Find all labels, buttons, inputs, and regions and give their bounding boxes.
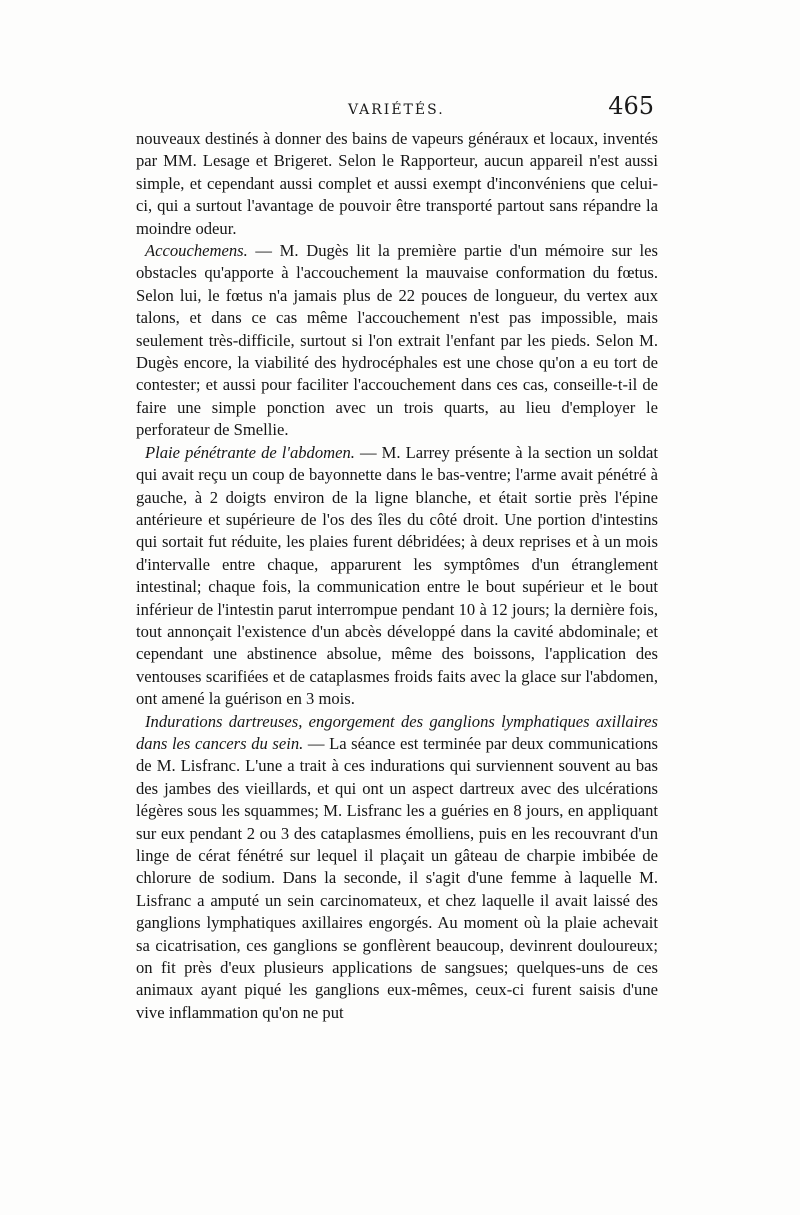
paragraph-text: — M. Dugès lit la première partie d'un mémoire sur les obstacles qu'apporte à l'accouchement la mauvaise conformation du fœtus. Selon lui, le fœtus n'a jamais plus de 22 pouces de longueur, du vertex aux talons, et dans ce cas même l'accouchement n'est pas impossible, mais seulement très-difficile, surtout si l'on extrait l'enfant par les pieds. Selon M. Dugès encore, la viabilité des hydrocéphales est une chose qu'on a eu tort de contester; et aussi pour faciliter l'accouchement dans ces cas, conseille-t-il de faire une simple ponction avec un trois quarts, au lieu d'employer le perforateur de Smellie. (136, 241, 658, 440)
paragraph-plaie-abdomen (136, 442, 658, 711)
paragraph-text: nouveaux destinés à donner des bains de vapeurs généraux et locaux, inventés par MM. Lesage et Brigeret. Selon le Rapporteur, aucun appareil n'est aussi simple, et cependant aussi complet et aussi exempt d'inconvéniens que celui-ci, qui a surtout l'avantage de pouvoir être transporté partout sans répandre la moindre odeur. (136, 129, 658, 238)
paragraph-bath-apparatus (136, 128, 658, 240)
page-number: 465 (608, 92, 654, 120)
body-text (136, 128, 658, 1024)
section-title: Accouchemens. (145, 241, 248, 261)
section-title: Plaie pénétrante de l'abdomen. (145, 442, 355, 462)
page-header (120, 92, 660, 132)
paragraph-text: — M. Larrey présente à la section un soldat qui avait reçu un coup de bayonnette dans le bas-ventre; l'arme avait pénétré à gauche, à 2 doigts environ de la ligne blanche, et était sortie près l'épine antérieure et supérieure de l'os des îles du côté droit. Une portion d'intestins qui sortait fut réduite, les plaies furent débridées; à deux reprises et à un mois d'intervalle entre chaque, apparurent les symptômes d'un étranglement intestinal; chaque fois, la communication entre le bout supérieur et le bout inférieur de l'intestin parut interrompue pendant 10 à 12 jours; la dernière fois, tout annonçait l'existence d'un abcès développé dans la cavité abdominale; et cependant une abstinence absolue, même des boissons, l'application des ventouses scarifiées et de cataplasmes froids faits avec la glace sur l'abdomen, ont amené la guérison en 3 mois. (136, 442, 659, 709)
paragraph-indurations (136, 711, 658, 1025)
section-title: Indurations dartreuses, engorgement des ganglions lymphatiques axillaires dans les cancers du sein. (136, 711, 658, 753)
paragraph-accouchemens (136, 240, 658, 442)
running-title: VARIÉTÉS. (348, 102, 445, 118)
paragraph-text: — La séance est terminée par deux communications de M. Lisfranc. L'une a trait à ces indurations qui surviennent souvent au bas des jambes des vieillards, et qui ont un aspect dartreux avec des ulcérations légères sous les squammes; M. Lisfranc les a guéries en 8 jours, en appliquant sur eux pendant 2 ou 3 des cataplasmes émolliens, puis en les recouvrant d'un linge de cérat fénétré sur lequel il plaçait un gâteau de charpie imbibée de chlorure de sodium. Dans la seconde, il s'agit d'une femme à laquelle M. Lisfranc a amputé un sein carcinomateux, et chez laquelle il avait laissé des ganglions lymphatiques axillaires engorgés. Au moment où la plaie achevait sa cicatrisation, ces ganglions se gonflèrent beaucoup, devinrent douloureux; on fit près d'eux plusieurs applications de sangsues; quelques-uns de ces animaux ayant piqué les ganglions eux-mêmes, ceux-ci furent saisis d'une vive inflammation qu'on ne put (136, 733, 658, 1022)
